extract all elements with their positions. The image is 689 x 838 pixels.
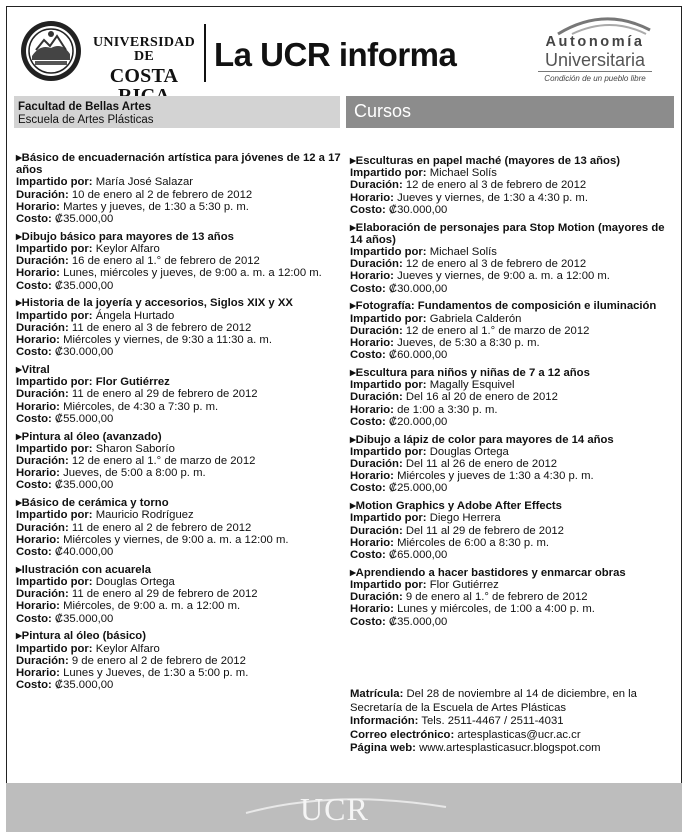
course-instructor: Impartido por: Sharon Saborío	[16, 442, 175, 455]
course-instructor: Impartido por: Flor Gutiérrez	[16, 376, 170, 389]
course-item	[16, 297, 346, 358]
course-title: ▸Esculturas en papel maché (mayores de 13 años)	[350, 155, 621, 167]
course-instructor: Impartido por: Keylor Alfaro	[16, 642, 160, 655]
course-cost: Costo: ₡35.000,00	[16, 679, 114, 692]
university-line2: COSTA	[109, 65, 179, 87]
course-duration: Duración: Del 16 al 20 de enero de 2012	[350, 391, 558, 404]
course-duration: Duración: 10 de enero al 2 de febrero de 2012	[16, 188, 253, 201]
web-info: Página web: www.artesplasticasucr.blogspot.com	[350, 742, 601, 755]
course-item	[350, 300, 680, 361]
course-duration: Duración: 11 de enero al 2 de febrero de 2012	[16, 521, 252, 534]
course-schedule: Horario: Jueves, de 5:00 a 8:00 p. m.	[16, 467, 206, 480]
course-instructor: Impartido por: Ángela Hurtado	[16, 309, 175, 322]
course-schedule: Horario: Miércoles, de 9:00 a. m. a 12:00 m.	[16, 600, 241, 613]
header-divider	[204, 24, 206, 82]
course-cost: Costo: ₡35.000,00	[16, 279, 114, 292]
course-cost: Costo: ₡25.000,00	[350, 482, 448, 495]
course-item	[350, 155, 680, 216]
badge-line2: Universitaria	[544, 50, 646, 70]
course-duration: Duración: 16 de enero al 1.° de febrero de 2012	[16, 255, 260, 268]
enrollment-info: Matrícula: Del 28 de noviembre al 14 de diciembre, en la Secretaría de la Escuela de Artes Plásticas	[350, 688, 637, 714]
section-title: Cursos	[354, 101, 412, 121]
course-item	[350, 500, 680, 561]
school-name: Escuela de Artes Plásticas	[18, 114, 154, 126]
course-duration: Duración: 12 de enero al 3 de febrero de 2012	[350, 179, 587, 192]
course-item	[16, 431, 346, 492]
course-item	[350, 367, 680, 428]
left-course-list	[16, 152, 346, 697]
section-bar	[346, 96, 674, 128]
course-title: ▸Escultura para niños y niñas de 7 a 12 años	[350, 367, 590, 380]
course-title: ▸Historia de la joyería y accesorios, Siglos XIX y XX	[16, 297, 293, 310]
course-item	[16, 364, 346, 425]
course-duration: Duración: 11 de enero al 29 de febrero de 2012	[16, 388, 258, 401]
course-cost: Costo: ₡35.000,00	[16, 479, 114, 492]
email-info: Correo electrónico: artesplasticas@ucr.ac.cr	[350, 728, 581, 741]
course-schedule: Horario: Miércoles, de 4:30 a 7:30 p. m.	[16, 400, 219, 413]
university-line1: UNIVERSIDAD DE	[92, 35, 196, 64]
course-schedule: Horario: Jueves y viernes, de 1:30 a 4:30 p. m.	[350, 191, 588, 204]
autonomia-badge	[530, 14, 660, 90]
course-instructor: Impartido por: Diego Herrera	[350, 512, 501, 525]
course-instructor: Impartido por: Douglas Ortega	[16, 576, 175, 589]
right-course-list	[350, 155, 680, 633]
course-title: ▸Elaboración de personajes para Stop Motion (mayores de 14 años)	[350, 221, 665, 246]
course-duration: Duración: 11 de enero al 3 de febrero de 2012	[16, 321, 252, 334]
course-duration: Duración: Del 11 al 29 de febrero de 2012	[350, 524, 564, 537]
page-title: La UCR informa	[214, 36, 457, 73]
badge-arc-icon	[554, 14, 654, 36]
course-item	[350, 222, 680, 295]
footer-logo: UCR	[300, 791, 369, 827]
course-title: ▸Básico de cerámica y torno	[16, 497, 169, 510]
course-duration: Duración: 11 de enero al 29 de febrero de 2012	[16, 588, 258, 601]
course-instructor: Impartido por: Mauricio Rodríguez	[16, 509, 194, 522]
course-item	[16, 564, 346, 625]
course-cost: Costo: ₡65.000,00	[350, 549, 448, 562]
course-title: ▸Motion Graphics y Adobe After Effects	[350, 500, 562, 513]
course-instructor: Impartido por: Gabriela Calderón	[350, 312, 522, 325]
course-item	[16, 231, 346, 292]
course-duration: Duración: 12 de enero al 3 de febrero de 2012	[350, 258, 587, 271]
course-instructor: Impartido por: Magally Esquivel	[350, 379, 515, 392]
course-title: ▸Ilustración con acuarela	[16, 563, 152, 576]
course-item	[16, 152, 346, 225]
faculty-bar	[14, 96, 340, 128]
badge-tagline: Condición de un pueblo libre	[544, 74, 646, 83]
contact-info	[350, 688, 680, 756]
course-cost: Costo: ₡20.000,00	[350, 415, 448, 428]
course-cost: Costo: ₡35.000,00	[350, 615, 448, 628]
course-title: ▸Dibujo básico para mayores de 13 años	[16, 230, 234, 243]
course-instructor: Impartido por: Michael Solís	[350, 246, 497, 259]
course-title: ▸Dibujo a lápiz de color para mayores de 14 años	[350, 433, 614, 446]
badge-rule	[538, 71, 652, 72]
course-title: ▸Pintura al óleo (avanzado)	[16, 430, 162, 443]
footer-band	[6, 783, 682, 832]
course-schedule: Horario: Miércoles y viernes, de 9:00 a. m. a 12:00 m.	[16, 533, 289, 546]
course-schedule: Horario: Miércoles de 6:00 a 8:30 p. m.	[350, 536, 550, 549]
course-instructor: Impartido por: María José Salazar	[16, 176, 194, 189]
course-instructor: Impartido por: Flor Gutiérrez	[350, 579, 499, 592]
course-item	[16, 630, 346, 691]
course-duration: Duración: 9 de enero al 2 de febrero de 2012	[16, 654, 246, 667]
course-schedule: Horario: Lunes y Jueves, de 1:30 a 5:00 p. m.	[16, 667, 249, 680]
course-title: ▸Fotografía: Fundamentos de composición e iluminación	[350, 300, 657, 313]
course-schedule: Horario: Lunes, miércoles y jueves, de 9:00 a. m. a 12:00 m.	[16, 267, 322, 280]
course-title: ▸Pintura al óleo (básico)	[16, 630, 146, 643]
course-title: ▸Aprendiendo a hacer bastidores y enmarcar obras	[350, 566, 626, 579]
course-item	[350, 434, 680, 495]
course-schedule: Horario: Lunes y miércoles, de 1:00 a 4:00 p. m.	[350, 603, 595, 616]
course-schedule: Horario: de 1:00 a 3:30 p. m.	[350, 403, 498, 416]
course-schedule: Horario: Miércoles y jueves de 1:30 a 4:30 p. m.	[350, 470, 594, 483]
course-duration: Duración: 9 de enero al 1.° de febrero de 2012	[350, 591, 588, 604]
course-title: ▸Vitral	[16, 364, 50, 377]
course-cost: Costo: ₡35.000,00	[16, 213, 114, 226]
course-schedule: Horario: Miércoles y viernes, de 9:30 a 11:30 a. m.	[16, 334, 272, 347]
faculty-name: Facultad de Bellas Artes	[18, 101, 152, 113]
course-title: ▸Básico de encuadernación artística para jóvenes de 12 a 17 años	[16, 152, 341, 177]
course-instructor: Impartido por: Michael Solís	[350, 167, 497, 180]
course-item	[350, 567, 680, 628]
course-schedule: Horario: Jueves, de 5:30 a 8:30 p. m.	[350, 337, 540, 350]
course-duration: Duración: Del 11 al 26 de enero de 2012	[350, 458, 558, 471]
course-cost: Costo: ₡30.000,00	[16, 346, 114, 359]
course-cost: Costo: ₡35.000,00	[16, 612, 114, 625]
course-schedule: Horario: Jueves y viernes, de 9:00 a. m. a 12:00 m.	[350, 270, 610, 283]
badge-line1: Autonomía	[545, 34, 645, 50]
course-cost: Costo: ₡30.000,00	[350, 282, 448, 295]
course-cost: Costo: ₡55.000,00	[16, 412, 114, 425]
web-link[interactable]: www.artesplasticasucr.blogspot.com	[419, 742, 601, 755]
course-duration: Duración: 12 de enero al 1.° de marzo de 2012	[16, 455, 256, 468]
course-cost: Costo: ₡60.000,00	[350, 349, 448, 362]
course-instructor: Impartido por: Keylor Alfaro	[16, 243, 160, 256]
course-schedule: Horario: Martes y jueves, de 1:30 a 5:30 p. m.	[16, 200, 249, 213]
course-cost: Costo: ₡30.000,00	[350, 203, 448, 216]
phone-info: Información: Tels. 2511-4467 / 2511-4031	[350, 715, 564, 728]
course-cost: Costo: ₡40.000,00	[16, 546, 114, 559]
email-link[interactable]: artesplasticas@ucr.ac.cr	[457, 728, 581, 741]
course-duration: Duración: 12 de enero al 1.° de marzo de 2012	[350, 324, 590, 337]
course-item	[16, 497, 346, 558]
course-instructor: Impartido por: Douglas Ortega	[350, 445, 509, 458]
university-seal-icon	[20, 20, 82, 82]
